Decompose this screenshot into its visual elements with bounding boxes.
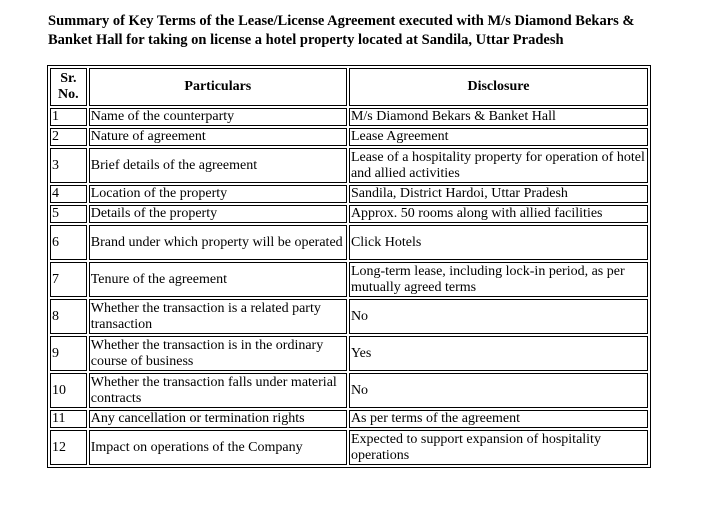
table-row [50, 225, 648, 260]
sr-cell: 10 [50, 373, 87, 408]
particulars-cell: Nature of agreement [89, 128, 347, 146]
disclosure-cell: Lease of a hospitality property for operation of hotel and allied activities [349, 148, 648, 183]
particulars-cell: Tenure of the agreement [89, 262, 347, 297]
disclosure-cell: Yes [349, 336, 648, 371]
particulars-cell: Brief details of the agreement [89, 148, 347, 183]
table-header-row [50, 68, 648, 106]
header-particulars: Particulars [89, 68, 347, 106]
table-row [50, 430, 648, 465]
disclosure-cell: No [349, 299, 648, 334]
particulars-cell: Location of the property [89, 185, 347, 203]
sr-cell: 11 [50, 410, 87, 428]
title-line-2: Banket Hall for taking on license a hotel property located at Sandila, Uttar Pradesh [48, 32, 564, 48]
table-row [50, 373, 648, 408]
sr-cell: 7 [50, 262, 87, 297]
header-sr-line2: No. [58, 87, 79, 102]
particulars-cell: Name of the counterparty [89, 108, 347, 126]
particulars-cell: Brand under which property will be operated [89, 225, 347, 260]
particulars-cell: Whether the transaction is a related party transaction [89, 299, 347, 334]
header-sr-line1: Sr. [60, 71, 77, 86]
document-title [48, 12, 708, 50]
table-row [50, 108, 648, 126]
title-line-1: Summary of Key Terms of the Lease/License Agreement executed with M/s Diamond Bekars & [48, 13, 635, 29]
table-row [50, 128, 648, 146]
table-row [50, 410, 648, 428]
disclosure-cell: Click Hotels [349, 225, 648, 260]
sr-cell: 6 [50, 225, 87, 260]
sr-cell: 1 [50, 108, 87, 126]
particulars-cell: Whether the transaction is in the ordinary course of business [89, 336, 347, 371]
particulars-cell: Impact on operations of the Company [89, 430, 347, 465]
sr-cell: 4 [50, 185, 87, 203]
table-row [50, 148, 648, 183]
disclosure-cell: Lease Agreement [349, 128, 648, 146]
particulars-cell: Any cancellation or termination rights [89, 410, 347, 428]
sr-cell: 5 [50, 205, 87, 223]
sr-cell: 3 [50, 148, 87, 183]
sr-cell: 9 [50, 336, 87, 371]
sr-cell: 12 [50, 430, 87, 465]
disclosure-cell: M/s Diamond Bekars & Banket Hall [349, 108, 648, 126]
particulars-cell: Details of the property [89, 205, 347, 223]
particulars-cell: Whether the transaction falls under material contracts [89, 373, 347, 408]
disclosure-cell: No [349, 373, 648, 408]
disclosure-cell: As per terms of the agreement [349, 410, 648, 428]
sr-cell: 8 [50, 299, 87, 334]
disclosure-cell: Approx. 50 rooms along with allied facilities [349, 205, 648, 223]
disclosure-cell: Expected to support expansion of hospitality operations [349, 430, 648, 465]
header-disclosure: Disclosure [349, 68, 648, 106]
sr-cell: 2 [50, 128, 87, 146]
table-row [50, 185, 648, 203]
header-sr-no [50, 68, 87, 106]
disclosure-cell: Sandila, District Hardoi, Uttar Pradesh [349, 185, 648, 203]
table-row [50, 299, 648, 334]
key-terms-table [47, 65, 651, 468]
table-row [50, 336, 648, 371]
disclosure-cell: Long-term lease, including lock-in period, as per mutually agreed terms [349, 262, 648, 297]
table-row [50, 205, 648, 223]
table-row [50, 262, 648, 297]
